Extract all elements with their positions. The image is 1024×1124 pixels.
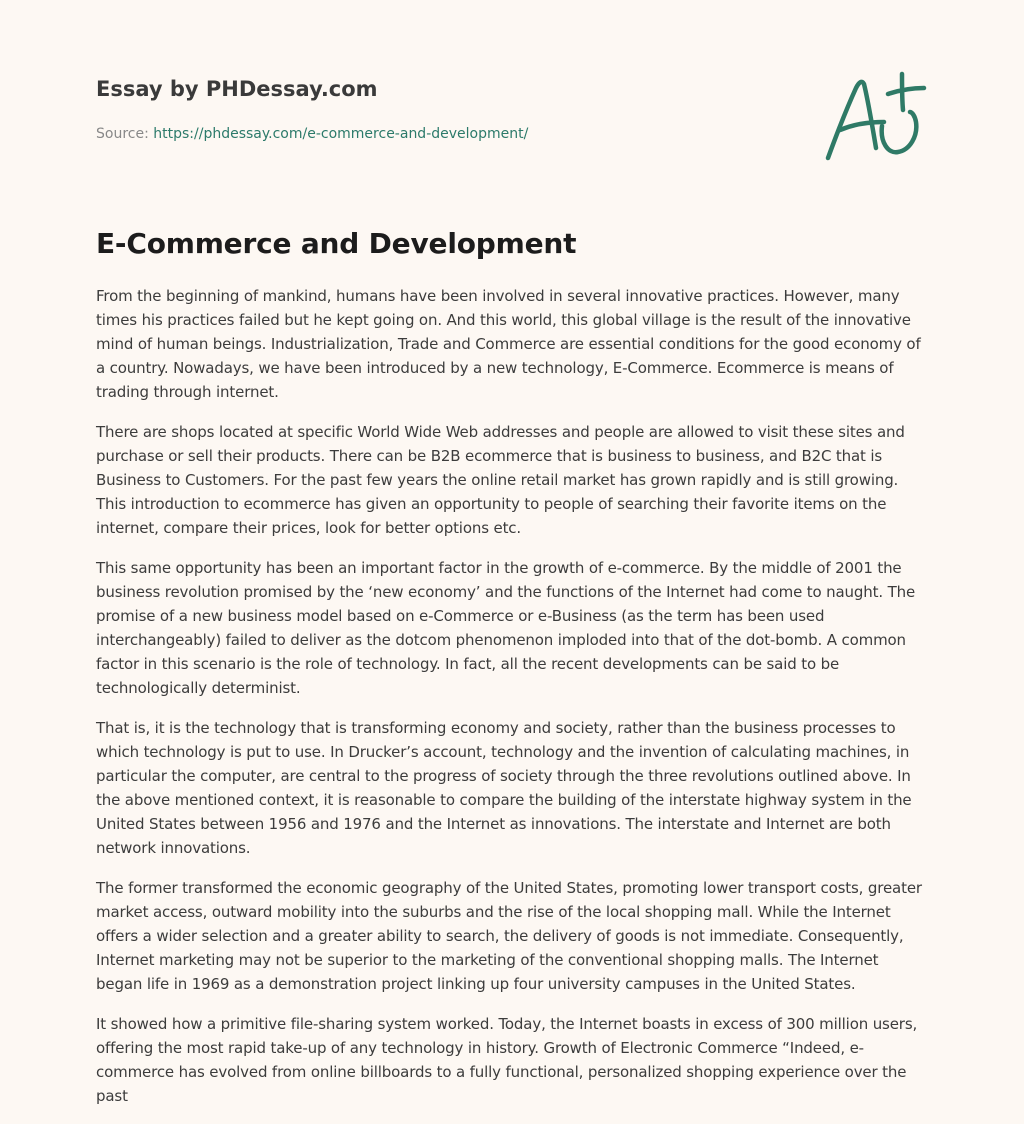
paragraph: This same opportunity has been an important factor in the growth of e-commerce. By the middle of 2001 the business revolution promised by the ‘new economy’ and the functions of the Internet had come to naught. The promise of a new business model based on e-Commerce or e-Business (as the term has been used interchangeably) failed to deliver as the dotcom phenomenon imploded into that of the dot-bomb. A common factor in this scenario is the role of technology. In fact, all the recent developments can be said to be technologically determinist. <box>96 559 916 697</box>
paragraph: There are shops located at specific World Wide Web addresses and people are allowed to visit these sites and purchase or sell their products. There can be B2B ecommerce that is business to business, and B2C that is Business to Customers. For the past few years the online retail market has grown rapidly and is still growing. This introduction to ecommerce has given an opportunity to people of searching their favorite items on the internet, compare their prices, look for better options etc. <box>96 423 905 537</box>
source-label: Source: <box>96 126 154 142</box>
paragraph: The former transformed the economic geography of the United States, promoting lower transport costs, greater market access, outward mobility into the suburbs and the rise of the local shopping mall. While the Internet offers a wider selection and a greater ability to search, the delivery of goods is not immediate. Consequently, Internet marketing may not be superior to the marketing of the conventional shopping malls. The Internet began life in 1969 as a demonstration project linking up four university campuses in the United States. <box>96 879 922 993</box>
page-header <box>96 74 816 144</box>
paragraph: From the beginning of mankind, humans have been involved in several innovative practices. However, many times his practices failed but he kept going on. And this world, this global village is the result of the innovative mind of human beings. Industrialization, Trade and Commerce are essential conditions for the good economy of a country. Nowadays, we have been introduced by a new technology, E-Commerce. Ecommerce is means of trading through internet. <box>96 287 921 401</box>
source-line <box>96 124 816 144</box>
article-title: E-Commerce and Development <box>96 227 577 260</box>
source-link[interactable]: https://phdessay.com/e-commerce-and-development/ <box>153 126 529 142</box>
a-plus-logo-icon <box>818 66 930 166</box>
paragraph: That is, it is the technology that is transforming economy and society, rather than the business processes to which technology is put to use. In Drucker’s account, technology and the invention of calculating machines, in particular the computer, are central to the progress of society through the three revolutions outlined above. In the above mentioned context, it is reasonable to compare the building of the interstate highway system in the United States between 1956 and 1976 and the Internet as innovations. The interstate and Internet are both network innovations. <box>96 719 912 857</box>
site-title: Essay by PHDessay.com <box>96 77 378 101</box>
paragraph: It showed how a primitive file-sharing system worked. Today, the Internet boasts in excess of 300 million users, offering the most rapid take-up of any technology in history. Growth of Electronic Commerce “Indeed, e-commerce has evolved from online billboards to a fully functional, personalized shopping experience over the past <box>96 1015 918 1105</box>
article-body <box>96 284 926 1124</box>
